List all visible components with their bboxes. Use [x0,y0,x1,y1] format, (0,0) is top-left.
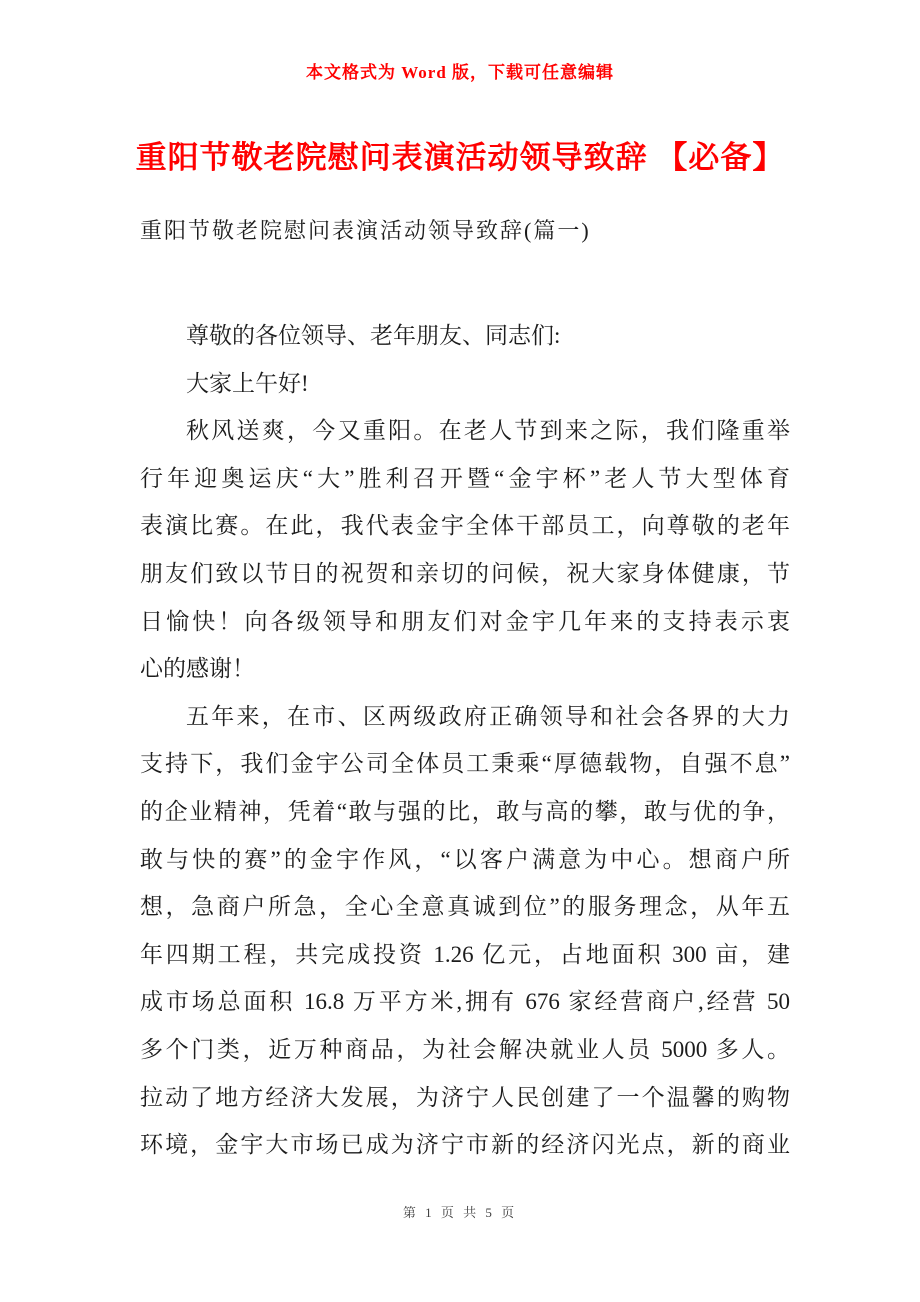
body-line: 环境，金宇大市场已成为济宁市新的经济闪光点，新的商业 [140,1132,790,1158]
page-number-footer: 第 1 页 共 5 页 [402,1205,518,1220]
body-line: 拉动了地方经济大发展，为济宁人民创建了一个温馨的购物 [140,1084,790,1110]
body-line: 朋友们致以节日的祝贺和亲切的问候，祝大家身体健康，节 [140,560,790,586]
document-body [140,312,790,1169]
body-line: 行年迎奥运庆“大”胜利召开暨“金宇杯”老人节大型体育 [140,465,790,491]
body-line: 多个门类，近万种商品，为社会解决就业人员 5000 多人。 [140,1036,790,1062]
body-line: 五年来，在市、区两级政府正确领导和社会各界的大力 [186,703,790,729]
body-line: 敢与快的赛”的金宇作风，“以客户满意为中心。想商户所 [140,846,790,872]
body-line: 成市场总面积 16.8 万平方米,拥有 676 家经营商户,经营 50 [140,989,790,1015]
body-line: 表演比赛。在此，我代表金宇全体干部员工，向尊敬的老年 [140,513,790,539]
body-line: 日愉快！向各级领导和朋友们对金宇几年来的支持表示衷 [140,608,790,634]
body-line: 年四期工程，共完成投资 1.26 亿元，占地面积 300 亩，建 [140,941,790,967]
body-line: 的企业精神，凭着“敢与强的比，敢与高的攀，敢与优的争， [140,798,790,824]
body-line: 想，急商户所急，全心全意真诚到位”的服务理念，从年五 [140,894,790,920]
doc-subtitle: 重阳节敬老院慰问表演活动领导致辞(篇一) [140,218,591,243]
body-line: 尊敬的各位领导、老年朋友、同志们: [186,323,561,348]
page-title: 重阳节敬老院慰问表演活动领导致辞 【必备】 [135,140,785,175]
body-line: 支持下，我们金宇公司全体员工秉乘“厚德载物，自强不息” [140,751,790,777]
header-notice: 本文格式为 Word 版，下载可任意编辑 [305,63,615,82]
body-line: 心的感谢！ [140,656,255,682]
body-line: 秋风送爽，今又重阳。在老人节到来之际，我们隆重举 [186,418,790,444]
body-line: 大家上午好! [186,370,309,396]
